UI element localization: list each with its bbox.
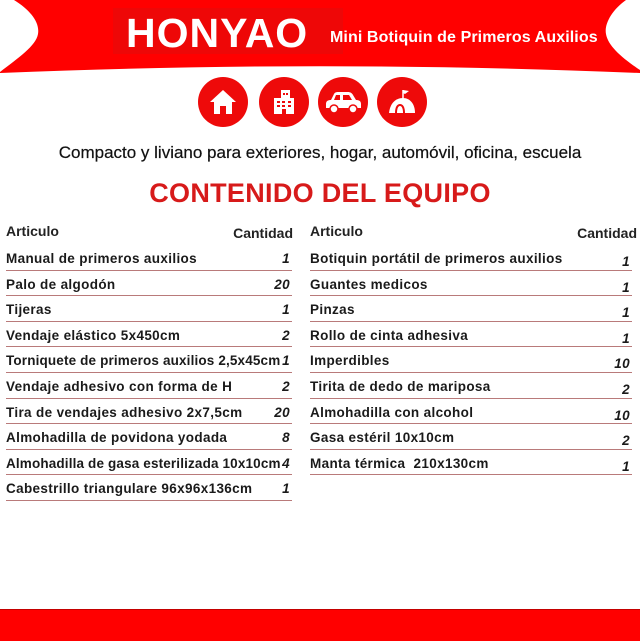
row-divider <box>6 270 292 271</box>
table-row <box>6 402 293 428</box>
item-quantity: 1 <box>282 481 290 497</box>
item-name: Pinzas <box>310 302 355 318</box>
item-name: Tijeras <box>6 302 52 318</box>
item-name: Imperdibles <box>310 353 390 369</box>
row-divider <box>310 372 632 373</box>
usage-tagline: Compacto y liviano para exteriores, hogar, automóvil, oficina, escuela <box>58 143 582 162</box>
row-divider <box>310 423 632 424</box>
header-quantity: Cantidad <box>577 225 637 241</box>
row-divider <box>6 321 292 322</box>
row-divider <box>310 270 632 271</box>
row-divider <box>6 372 292 373</box>
item-name: Tira de vendajes adhesivo 2x7,5cm <box>6 404 243 420</box>
row-divider <box>6 398 292 399</box>
product-subtitle: Mini Botiquin de Primeros Auxilios <box>330 29 598 46</box>
item-name: Almohadilla de gasa esterilizada 10x10cm <box>6 455 281 471</box>
usage-icons <box>0 77 640 129</box>
item-name: Botiquin portátil de primeros auxilios <box>310 251 563 266</box>
item-quantity: 20 <box>274 276 290 292</box>
table-row <box>310 350 638 376</box>
item-quantity: 4 <box>282 455 290 471</box>
header-item: Articulo <box>6 223 59 239</box>
item-quantity: 1 <box>282 353 290 369</box>
table-row <box>310 402 638 428</box>
item-quantity: 20 <box>274 404 290 420</box>
item-quantity: 2 <box>282 378 290 394</box>
item-quantity: 10 <box>614 407 630 423</box>
table-row <box>6 248 293 274</box>
table-row <box>6 274 293 300</box>
table-row <box>310 427 638 453</box>
table-row <box>6 299 293 325</box>
item-quantity: 1 <box>282 302 290 318</box>
item-name: Vendaje adhesivo con forma de H <box>6 378 233 394</box>
footer-band <box>0 609 640 641</box>
item-quantity: 10 <box>614 356 630 372</box>
row-divider <box>310 474 632 475</box>
table-row <box>310 299 638 325</box>
row-divider <box>6 346 292 347</box>
item-name: Guantes medicos <box>310 276 428 292</box>
item-name: Rollo de cinta adhesiva <box>310 327 469 343</box>
item-name: Palo de algodón <box>6 276 116 292</box>
item-name: Manta térmica 210x130cm <box>310 455 489 471</box>
office-building-icon <box>259 77 309 127</box>
table-row <box>6 350 293 376</box>
item-quantity: 1 <box>282 251 290 266</box>
row-divider <box>310 449 632 450</box>
item-quantity: 1 <box>622 458 630 474</box>
item-name: Gasa estéril 10x10cm <box>310 430 455 446</box>
item-quantity: 2 <box>622 381 630 397</box>
item-name: Torniquete de primeros auxilios 2,5x45cm <box>6 353 281 369</box>
item-name: Vendaje elástico 5x450cm <box>6 327 181 343</box>
row-divider <box>310 295 632 296</box>
car-icon <box>318 77 368 127</box>
table-row <box>6 427 293 453</box>
item-quantity: 1 <box>622 305 630 321</box>
table-row <box>310 453 638 479</box>
tent-icon <box>377 77 427 127</box>
row-divider <box>6 449 292 450</box>
item-name: Manual de primeros auxilios <box>6 251 198 266</box>
header-quantity: Cantidad <box>233 225 293 241</box>
table-header <box>6 222 293 244</box>
row-divider <box>6 500 292 501</box>
item-quantity: 2 <box>622 433 630 449</box>
table-row <box>6 376 293 402</box>
item-quantity: 1 <box>622 330 630 346</box>
header-banner <box>0 0 640 76</box>
row-divider <box>310 398 632 399</box>
header-item: Articulo <box>310 223 363 239</box>
item-quantity: 8 <box>282 430 290 446</box>
table-row <box>310 274 638 300</box>
contents-table-left <box>6 222 293 504</box>
section-title: CONTENIDO DEL EQUIPO <box>149 178 491 208</box>
item-name: Almohadilla de povidona yodada <box>6 430 228 446</box>
row-divider <box>6 474 292 475</box>
house-icon <box>198 77 248 127</box>
contents-table-right <box>310 222 638 478</box>
row-divider <box>6 295 292 296</box>
item-name: Almohadilla con alcohol <box>310 404 474 420</box>
table-row <box>310 248 638 274</box>
item-name: Tirita de dedo de mariposa <box>310 378 491 394</box>
table-row <box>310 325 638 351</box>
item-name: Cabestrillo triangulare 96x96x136cm <box>6 481 253 497</box>
table-header <box>310 222 638 244</box>
item-quantity: 2 <box>282 327 290 343</box>
table-row <box>6 478 293 504</box>
row-divider <box>310 346 632 347</box>
table-row <box>6 325 293 351</box>
item-quantity: 1 <box>622 279 630 295</box>
row-divider <box>310 321 632 322</box>
table-row <box>310 376 638 402</box>
table-row <box>6 453 293 479</box>
row-divider <box>6 423 292 424</box>
item-quantity: 1 <box>622 254 630 269</box>
brand-logo: HONYAO <box>126 10 309 56</box>
